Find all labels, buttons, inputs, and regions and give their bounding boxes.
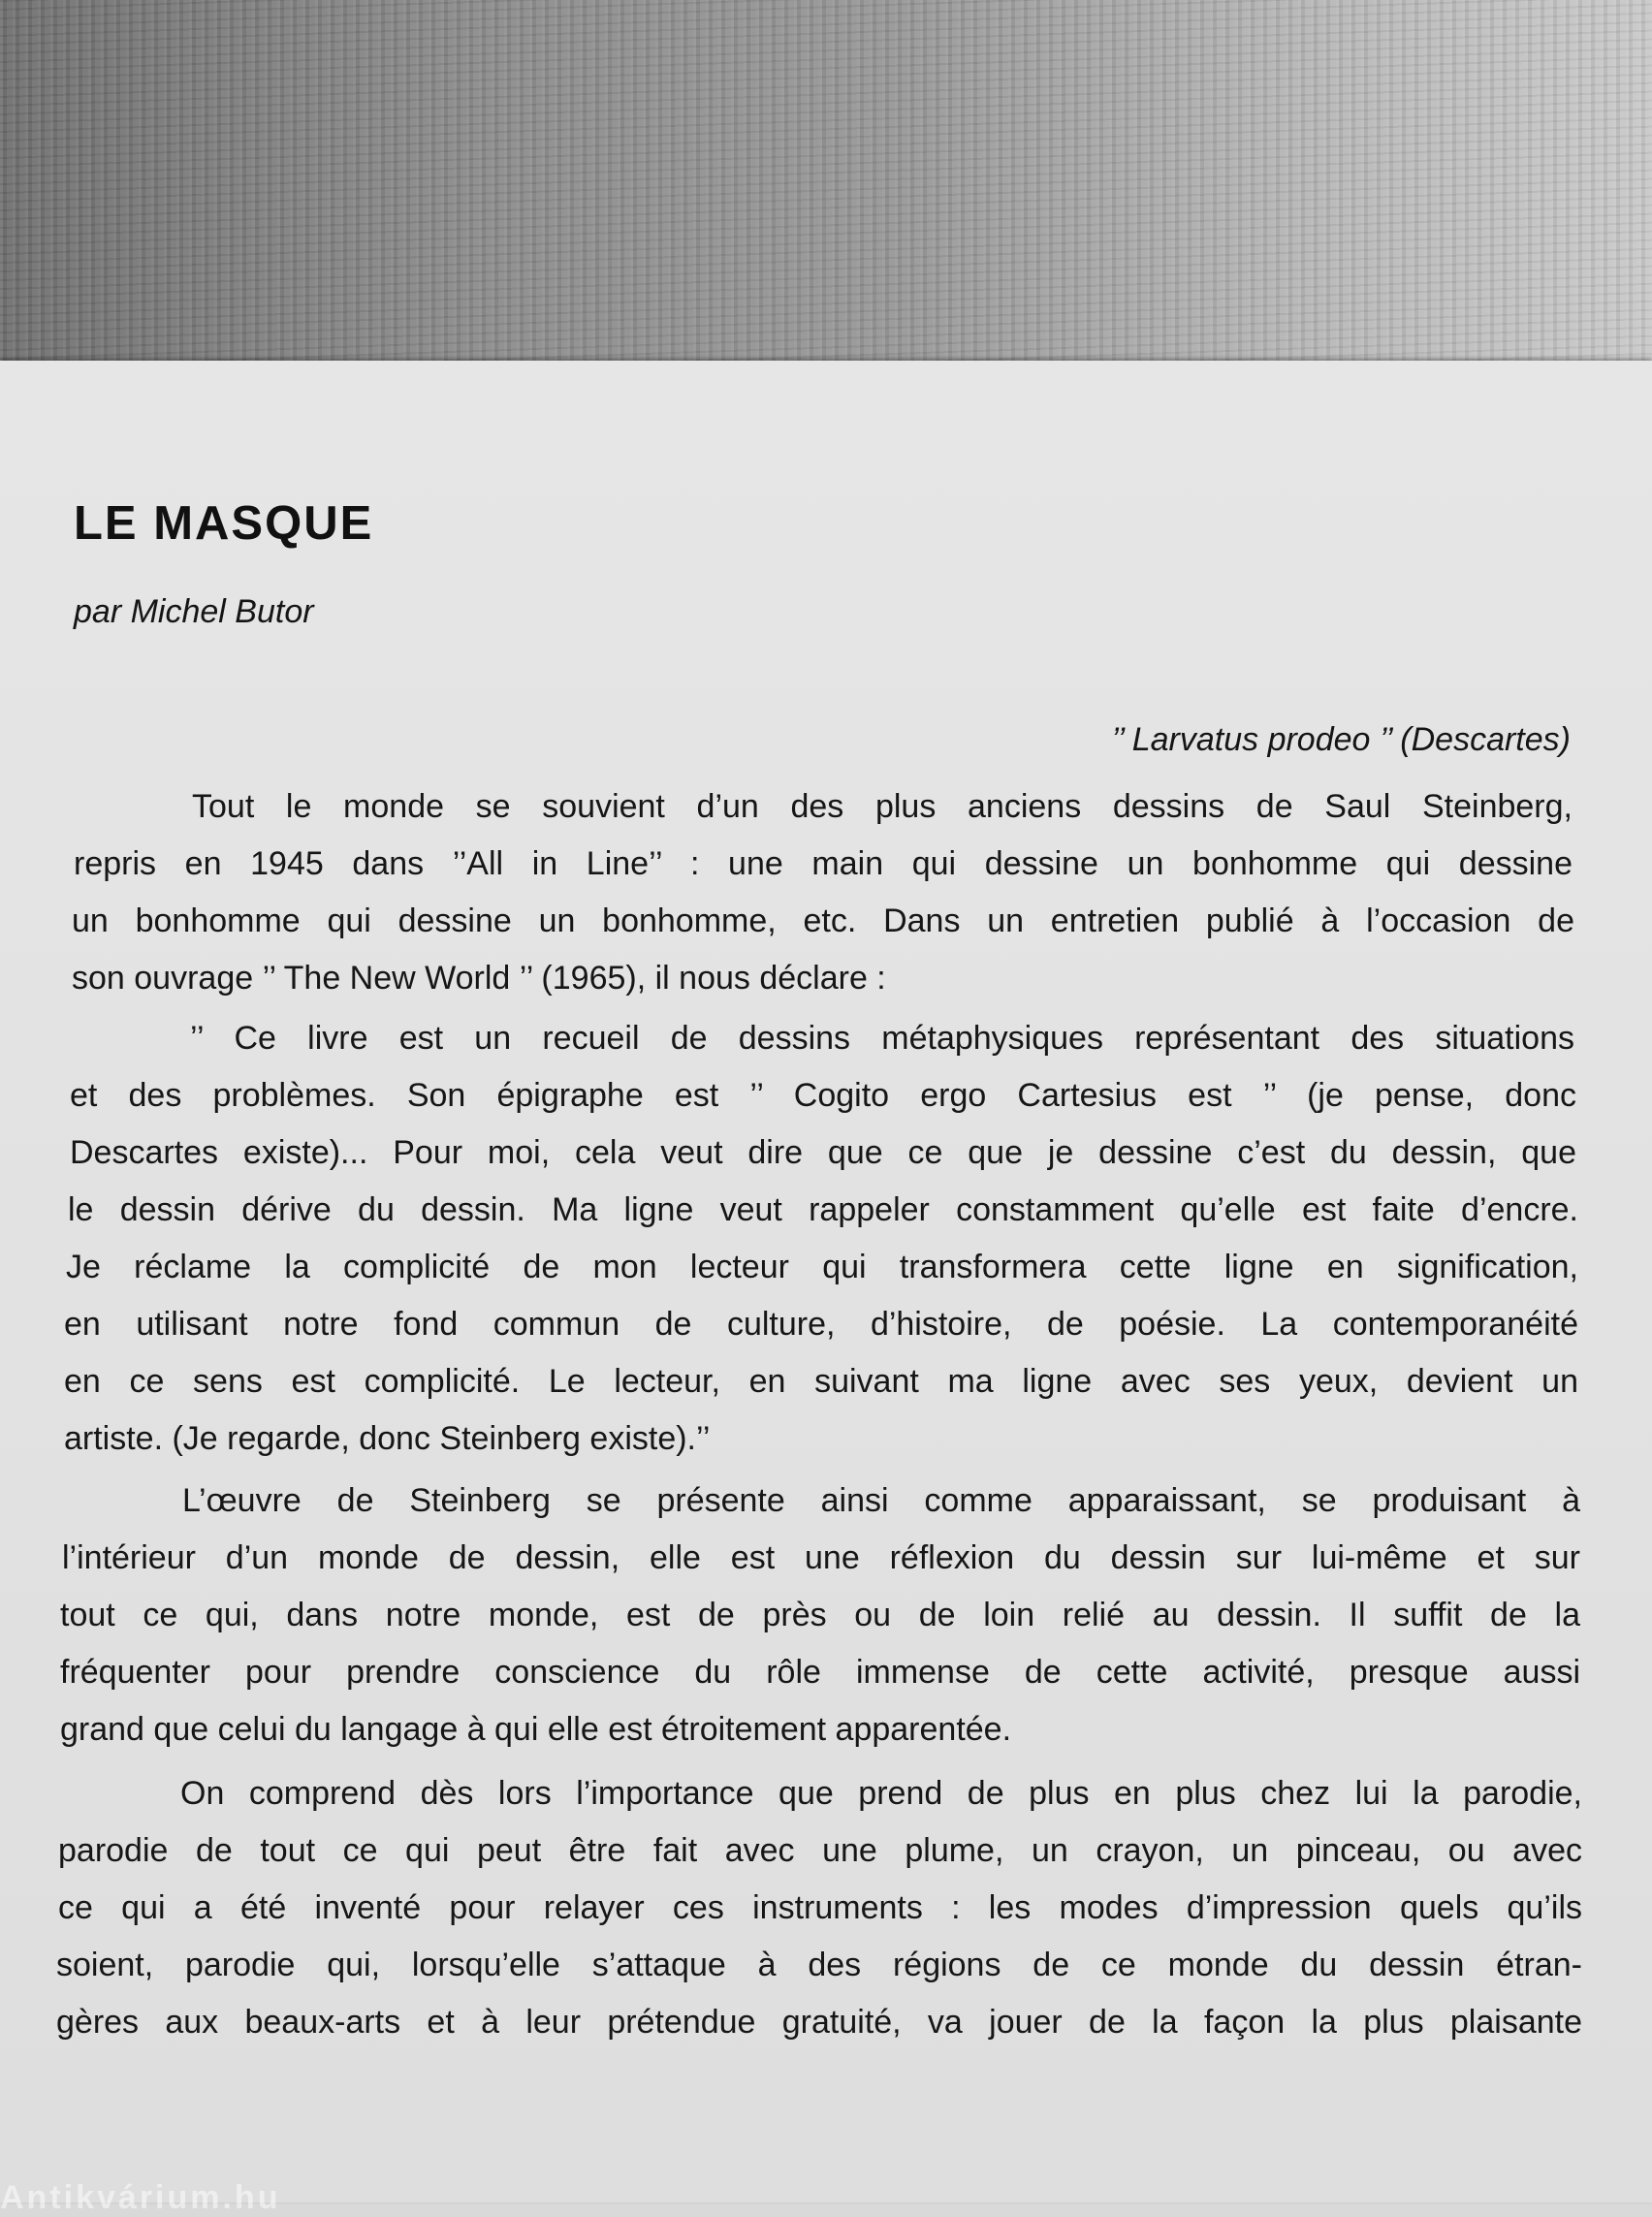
body-line: ce qui a été inventé pour relayer ces instruments : les modes d’impression quels qu’ils — [58, 1889, 1582, 1926]
body-line: Je réclame la complicité de mon lecteur qui transformera cette ligne en signification, — [66, 1249, 1578, 1285]
body-line: Descartes existe)... Pour moi, cela veut dire que ce que je dessine c’est du dessin, que — [70, 1134, 1576, 1171]
body-line: en utilisant notre fond commun de culture, d’histoire, de poésie. La contemporanéité — [64, 1306, 1578, 1343]
epigraph: ’’ Larvatus prodeo ’’ (Descartes) — [1111, 721, 1571, 758]
body-line: artiste. (Je regarde, donc Steinberg existe).’’ — [64, 1420, 711, 1457]
body-line: en ce sens est complicité. Le lecteur, en suivant ma ligne avec ses yeux, devient un — [64, 1363, 1578, 1400]
body-line: On comprend dès lors l’importance que prend de plus en plus chez lui la parodie, — [180, 1775, 1582, 1812]
body-line: soient, parodie qui, lorsqu’elle s’attaque à des régions de ce monde du dessin étran- — [56, 1947, 1582, 1983]
body-line: fréquenter pour prendre conscience du rôle immense de cette activité, presque aussi — [60, 1654, 1580, 1691]
body-line: ’’ Ce livre est un recueil de dessins métaphysiques représentant des situations — [190, 1020, 1574, 1057]
article-title: LE MASQUE — [74, 497, 374, 550]
body-line: l’intérieur d’un monde de dessin, elle est une réflexion du dessin sur lui-même et sur — [62, 1539, 1580, 1576]
body-line: tout ce qui, dans notre monde, est de près ou de loin relié au dessin. Il suffit de la — [60, 1597, 1580, 1633]
wooden-surface-background — [0, 0, 1652, 366]
body-line: L’œuvre de Steinberg se présente ainsi comme apparaissant, se produisant à — [182, 1482, 1580, 1519]
body-line: Tout le monde se souvient d’un des plus anciens dessins de Saul Steinberg, — [192, 788, 1573, 825]
body-line: son ouvrage ’’ The New World ’’ (1965), il nous déclare : — [72, 960, 886, 997]
body-line: un bonhomme qui dessine un bonhomme, etc. Dans un entretien publié à l’occasion de — [72, 903, 1574, 939]
body-line: le dessin dérive du dessin. Ma ligne veut rappeler constamment qu’elle est faite d’encre. — [68, 1191, 1578, 1228]
watermark: Antikvárium.hu — [0, 2179, 281, 2216]
body-line: et des problèmes. Son épigraphe est ’’ Cogito ergo Cartesius est ’’ (je pense, donc — [70, 1077, 1576, 1114]
body-line: grand que celui du langage à qui elle est étroitement apparentée. — [60, 1711, 1012, 1748]
body-line: parodie de tout ce qui peut être fait avec une plume, un crayon, un pinceau, ou avec — [58, 1832, 1582, 1869]
body-line: repris en 1945 dans ’’All in Line’’ : une main qui dessine un bonhomme qui dessine — [74, 845, 1573, 882]
body-line: gères aux beaux-arts et à leur prétendue gratuité, va jouer de la façon la plus plaisante — [56, 2004, 1582, 2041]
article-author: par Michel Butor — [74, 593, 314, 630]
